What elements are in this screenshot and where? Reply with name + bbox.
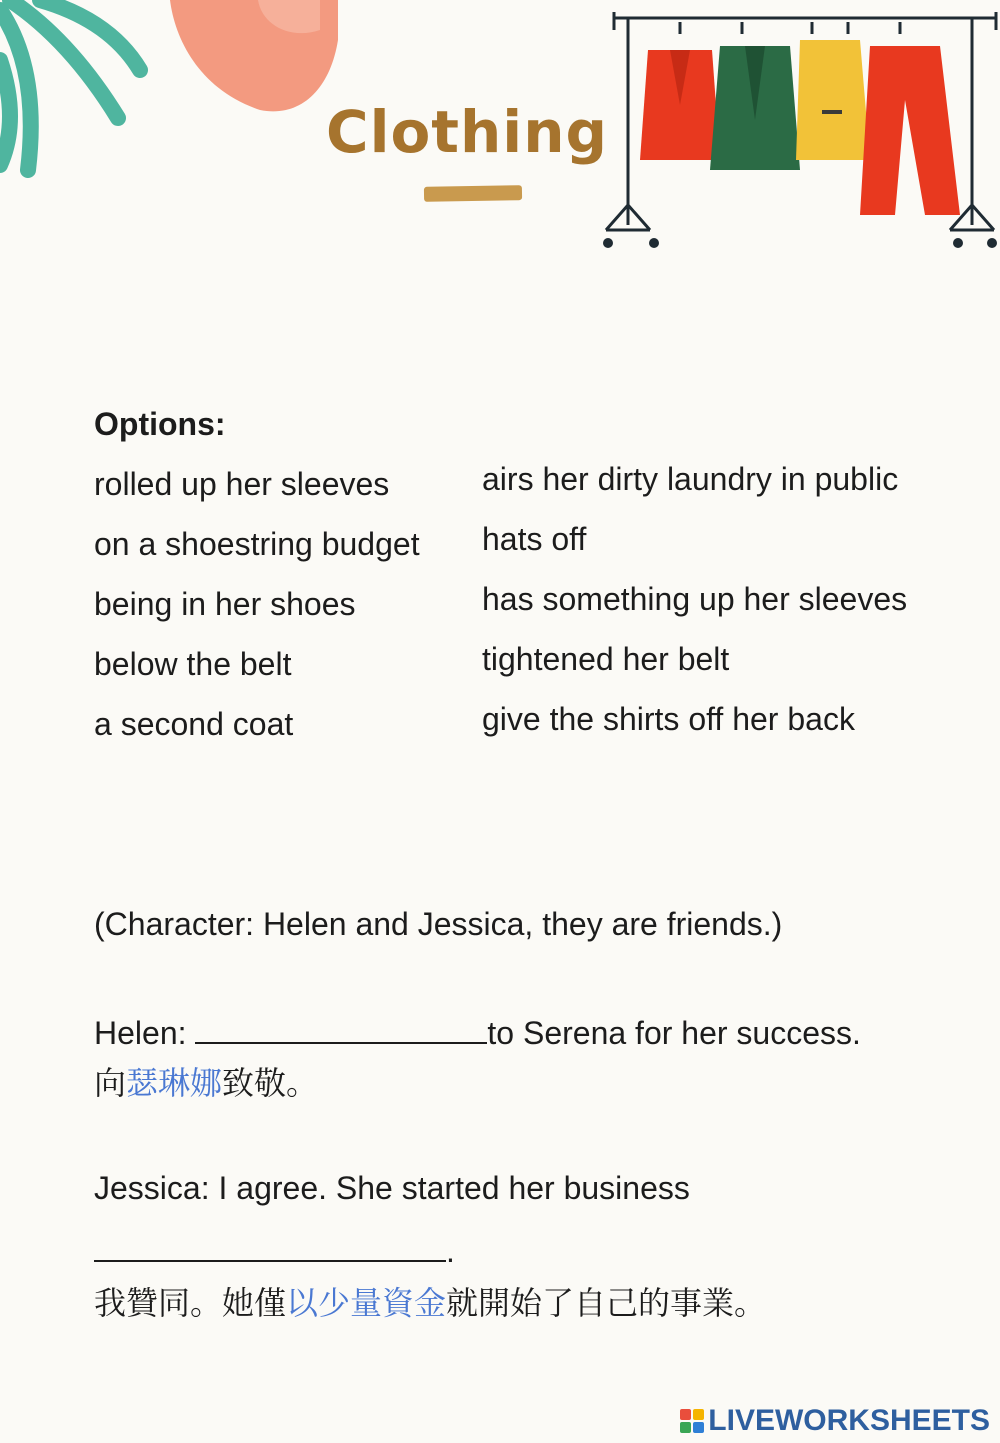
helen-translation-post: 致敬。 [222, 1064, 319, 1102]
helen-translation [94, 1058, 318, 1104]
helen-translation-pre: 向 [94, 1064, 127, 1102]
liveworksheets-logo [680, 1404, 990, 1438]
helen-speaker: Helen: [94, 1015, 187, 1051]
jessica-translation [94, 1278, 766, 1324]
decorative-foliage [0, 0, 360, 200]
character-note: (Character: Helen and Jessica, they are friends.) [94, 906, 783, 942]
option-left-1: rolled up her sleeves [94, 466, 390, 502]
option-left-2: on a shoestring budget [94, 526, 420, 562]
helen-line [94, 1012, 861, 1052]
helen-translation-highlight: 瑟琳娜 [126, 1064, 223, 1102]
option-right-3: has something up her sleeves [482, 581, 908, 617]
jessica-translation-pre: 我贊同。她僅 [94, 1284, 287, 1322]
option-left-4: below the belt [94, 646, 292, 682]
jessica-answer-blank[interactable] [94, 1230, 446, 1262]
jessica-translation-post: 就開始了自己的事業。 [446, 1284, 767, 1322]
options-heading: Options: [94, 406, 226, 442]
option-right-5: give the shirts off her back [482, 701, 855, 737]
option-right-2: hats off [482, 521, 587, 557]
jessica-line: Jessica: I agree. She started her business [94, 1170, 690, 1206]
option-left-5: a second coat [94, 706, 294, 742]
helen-line-rest: to Serena for her success. [487, 1015, 861, 1051]
jessica-translation-highlight: 以少量資金 [286, 1284, 447, 1322]
option-left-3: being in her shoes [94, 586, 356, 622]
brand-name: LIVEWORKSHEETS [708, 1404, 990, 1437]
page-title: Clothing [326, 98, 608, 166]
option-right-1: airs her dirty laundry in public [482, 461, 899, 497]
clothing-rack-illustration [600, 10, 1000, 255]
title-underline [424, 185, 522, 202]
jessica-end-punct: . [446, 1233, 455, 1269]
liveworksheets-logo-icon [680, 1409, 704, 1433]
helen-answer-blank[interactable] [195, 1012, 487, 1044]
jessica-blank-line [94, 1230, 455, 1270]
option-right-4: tightened her belt [482, 641, 730, 677]
